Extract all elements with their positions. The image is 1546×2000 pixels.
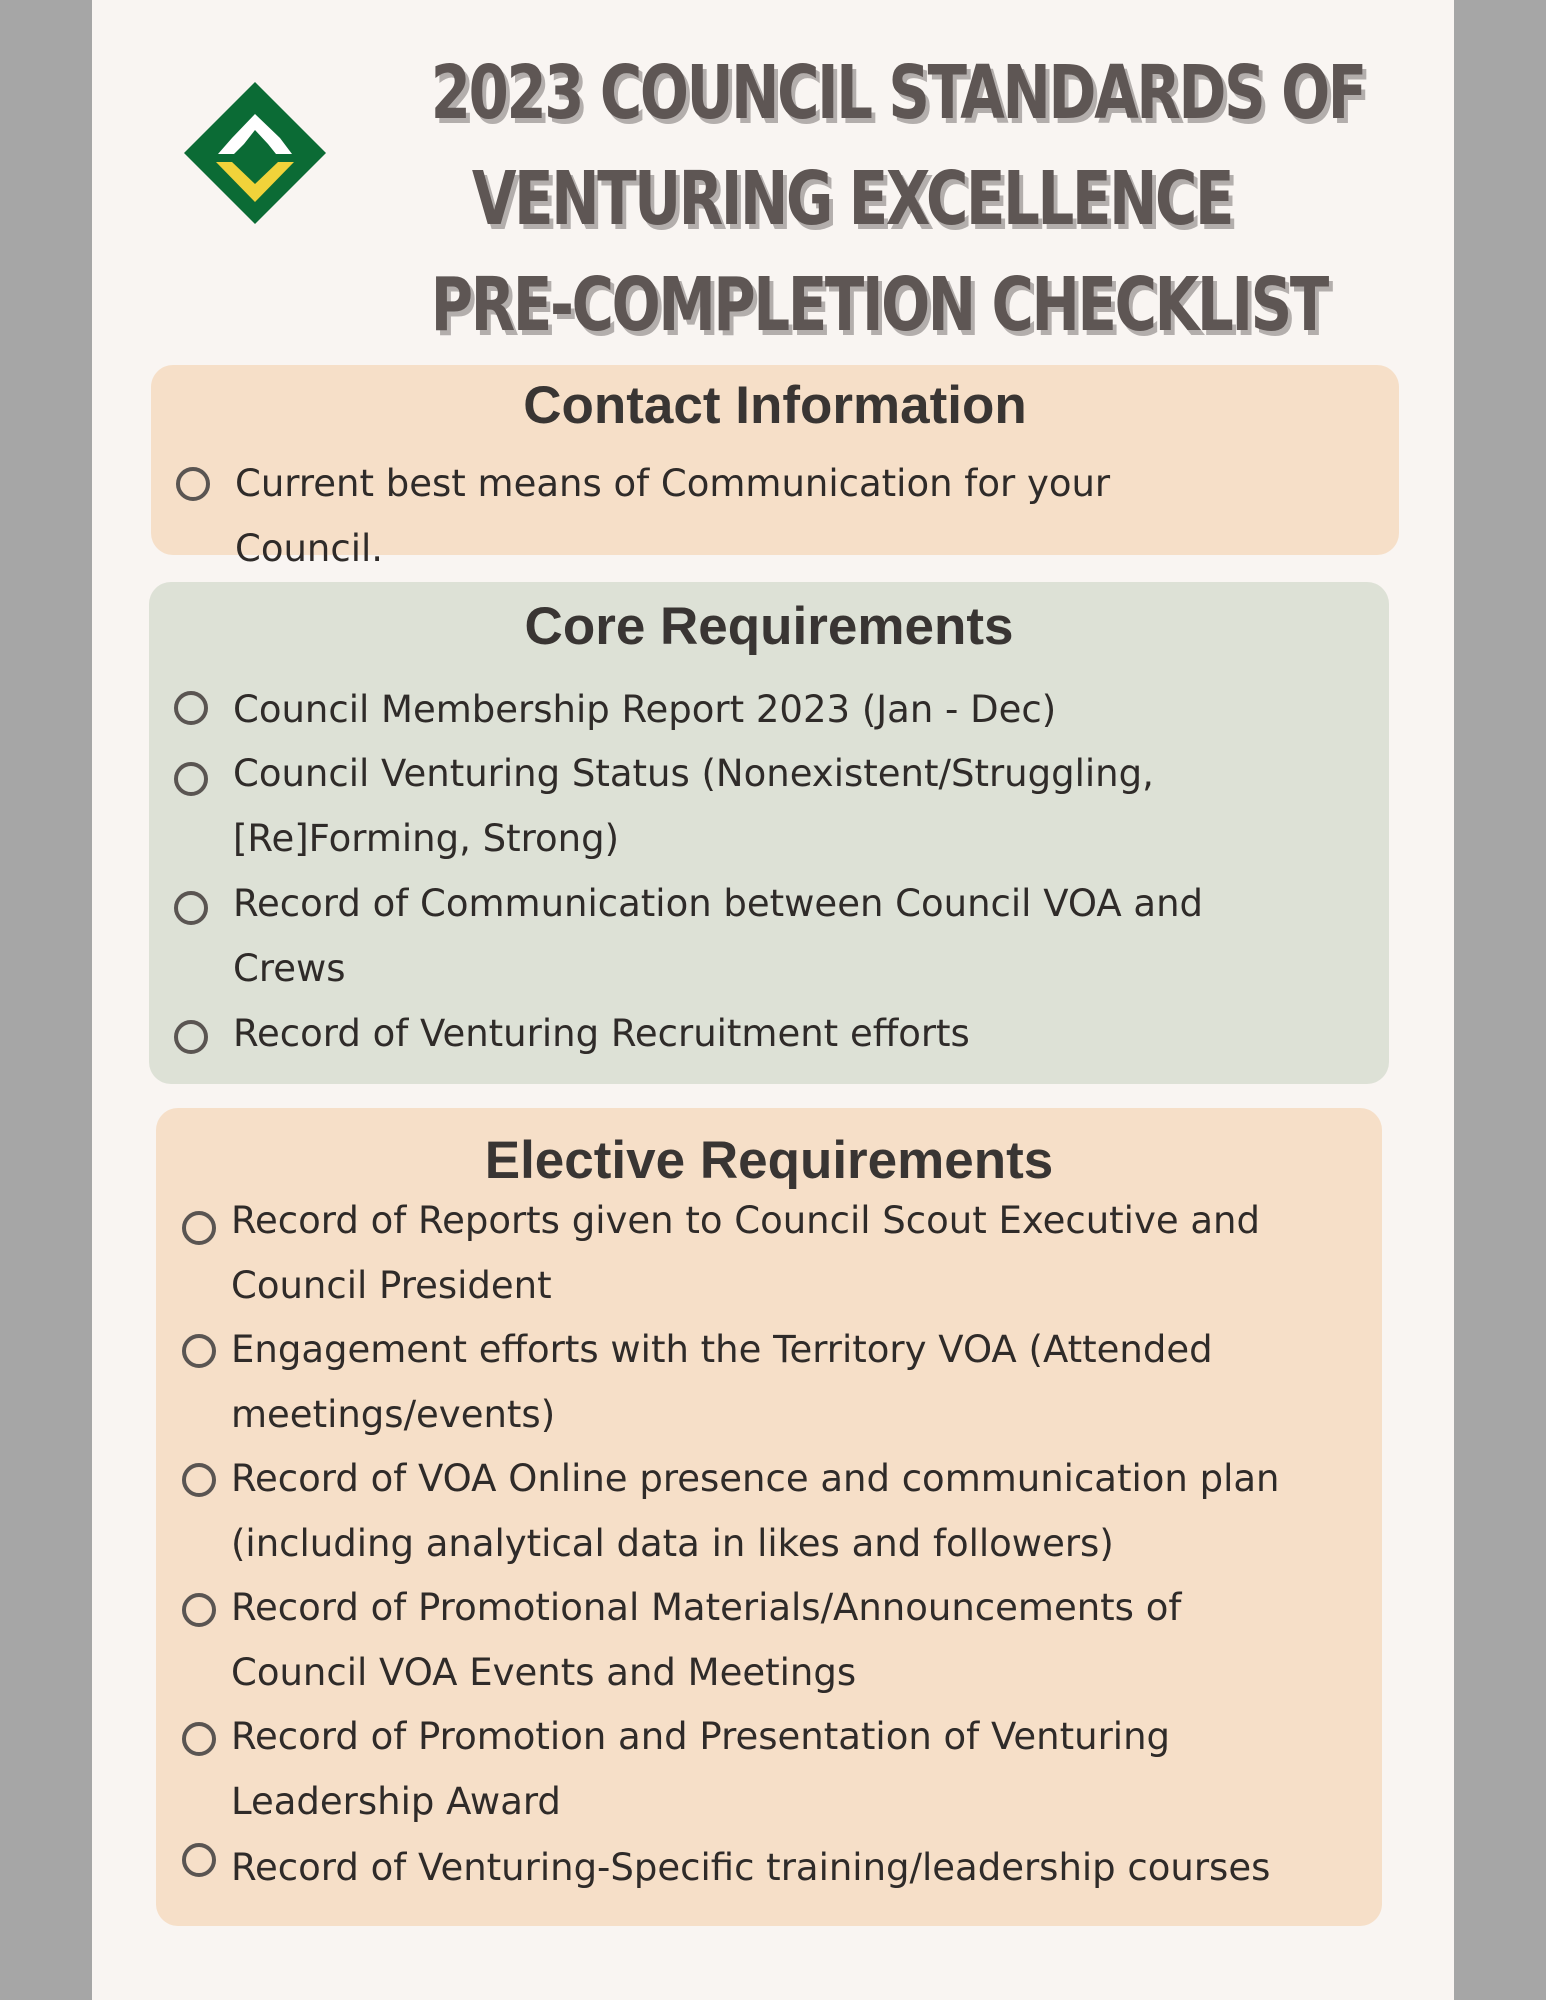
elective-item-2: Engagement efforts with the Territory VOA (Attended meetings/events) [231, 1328, 1213, 1436]
core-item-2: Council Venturing Status (Nonexistent/Struggling, [Re]Forming, Strong) [233, 752, 1154, 860]
core-item-4: Record of Venturing Recruitment efforts [233, 1012, 970, 1055]
elective-heading: Elective Requirements [484, 1131, 1054, 1190]
checklist-page [92, 0, 1454, 2000]
core-item-1: Council Membership Report 2023 (Jan - Dec) [233, 688, 1057, 731]
checkbox-circle[interactable] [182, 1593, 216, 1627]
checkbox-circle[interactable] [174, 762, 208, 796]
elective-item-1: Record of Reports given to Council Scout Executive and Council President [231, 1199, 1260, 1307]
title-line-2: VENTURING EXCELLENCE [471, 156, 1233, 242]
checkbox-circle[interactable] [174, 891, 208, 925]
checkbox-circle[interactable] [182, 1334, 216, 1368]
title-line-3: PRE-COMPLETION CHECKLIST [430, 262, 1327, 348]
checkbox-circle[interactable] [182, 1463, 216, 1497]
core-item-3: Record of Communication between Council VOA and Crews [233, 882, 1204, 990]
checkbox-circle[interactable] [176, 467, 210, 501]
checkbox-circle[interactable] [182, 1843, 216, 1877]
checkbox-circle[interactable] [174, 691, 208, 725]
elective-item-5: Record of Promotion and Presentation of Venturing Leadership Award [231, 1715, 1171, 1823]
elective-item-4: Record of Promotional Materials/Announcements of Council VOA Events and Meetings [231, 1586, 1182, 1694]
contact-item-1: Current best means of Communication for your Council. [235, 462, 1111, 570]
elective-item-3: Record of VOA Online presence and communication plan (including analytical data in likes and followers) [231, 1457, 1280, 1565]
title-line-1: 2023 COUNCIL STANDARDS OF [430, 50, 1365, 136]
checkbox-circle[interactable] [182, 1722, 216, 1756]
venturing-mountain-logo-icon [180, 78, 330, 228]
core-heading: Core Requirements [524, 597, 1014, 656]
checkbox-circle[interactable] [174, 1020, 208, 1054]
contact-heading: Contact Information [523, 376, 1027, 435]
elective-item-6: Record of Venturing-Specific training/leadership courses [231, 1846, 1271, 1889]
checkbox-circle[interactable] [182, 1211, 216, 1245]
page-title [430, 40, 1365, 358]
